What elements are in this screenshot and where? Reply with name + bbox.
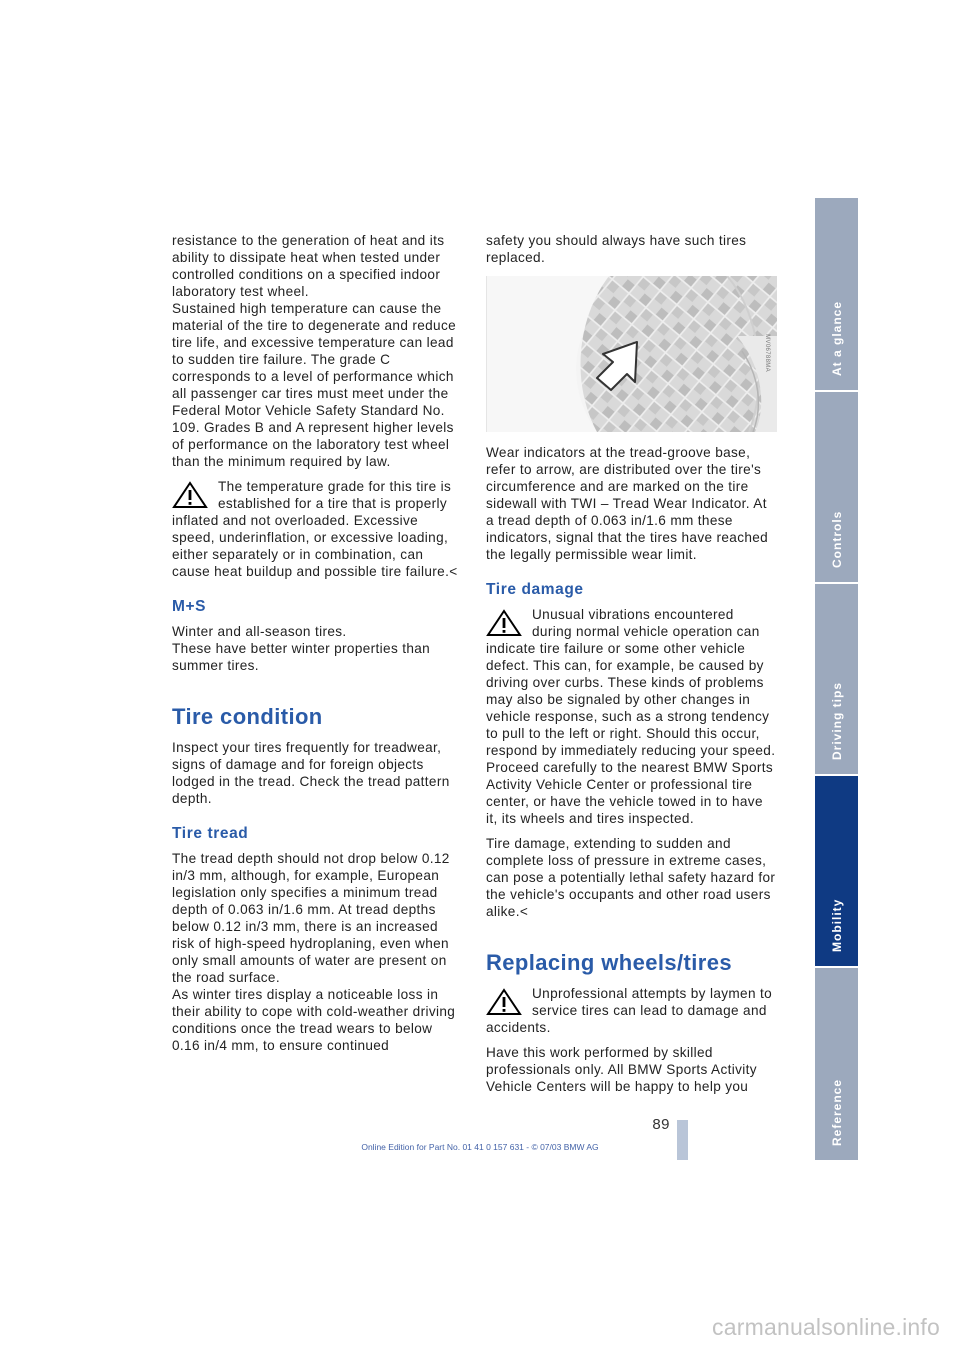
paragraph: Wear indicators at the tread-groove base, refer to arrow, are distributed over the tire's circumference and are marked on the tire sidewall with TWI – Tread Wear Indicator. At a tread depth of 0.063 in/1.6 mm these indicators, signal that the tires have reached the legally permissible wear limit.: [486, 445, 769, 562]
tab-label: Reference: [829, 1078, 844, 1146]
chapter-sidebar: [815, 198, 858, 1160]
paragraph: safety you should always have such tires replaced.: [486, 233, 747, 265]
warning-triangle-icon: [172, 481, 208, 509]
paragraph: Inspect your tires frequently for treadwear, signs of damage and for foreign objects lodged in the tread. Check the tread pattern depth.: [172, 740, 450, 806]
tab-reference[interactable]: [815, 968, 858, 1160]
tab-label: At a glance: [829, 300, 844, 376]
page-number: 89: [652, 1116, 670, 1133]
paragraph: As winter tires display a noticeable loss in their ability to cope with cold-weather driving conditions once the tread wears to below 0.16 in/4 mm, to ensure continued: [172, 987, 456, 1053]
warning-note: [486, 985, 776, 1036]
image-code: MV06788MA: [764, 334, 770, 372]
right-column: [486, 232, 776, 1103]
warning-triangle-icon: [486, 988, 522, 1016]
warning-triangle-icon: [486, 609, 522, 637]
warning-note: [172, 478, 462, 580]
section-heading: Tire damage: [486, 581, 584, 598]
tab-controls[interactable]: [815, 392, 858, 582]
paragraph: These have better winter properties than summer tires.: [172, 641, 431, 673]
paragraph: Sustained high temperature can cause the material of the tire to degenerate and reduce tire life, and excessive temperature can lead to sudden tire failure. The grade C corresponds to a level of performance which all passenger car tires must meet under the Federal Motor Vehicle Safety Standard No. 109. Grades B and A represent higher levels of performance on the laboratory test wheel than the minimum required by law.: [172, 301, 457, 469]
paragraph: resistance to the generation of heat and its ability to dissipate heat when tested under controlled conditions on a specified indoor laboratory test wheel.: [172, 233, 445, 299]
warning-text: The temperature grade for this tire is established for a tire that is properly inflated and not overloaded. Excessive speed, underinflation, or excessive loading, either separately or in combination, can cause heat buildup and possible tire failure.<: [172, 479, 458, 579]
paragraph: Tire damage, extending to sudden and complete loss of pressure in extreme cases, can pose a potentially lethal safety hazard for the vehicle's occupants and other road users alike.<: [486, 836, 776, 919]
warning-text: Unprofessional attempts by laymen to service tires can lead to damage and accidents.: [486, 986, 773, 1035]
tab-driving-tips[interactable]: [815, 584, 858, 774]
watermark: carmanualsonline.info: [712, 1314, 940, 1340]
paragraph: The tread depth should not drop below 0.12 in/3 mm, although, for example, European legislation only specifies a minimum tread depth of 0.063 in/1.6 mm. At tread depths below 0.12 in/3 mm, there is an increased risk of high-speed hydroplaning, even when only small amounts of water are present on the road surface.: [172, 851, 450, 985]
tab-label: Driving tips: [829, 681, 844, 760]
chapter-heading: Tire condition: [172, 704, 323, 729]
footer-text: Online Edition for Part No. 01 41 0 157 631 - © 07/03 BMW AG: [361, 1142, 599, 1152]
page-marker-bar: [677, 1120, 688, 1160]
tab-mobility[interactable]: [815, 776, 858, 966]
tab-label: Controls: [829, 510, 844, 568]
tire-tread-illustration: [487, 276, 777, 432]
section-heading: M+S: [172, 598, 207, 615]
tab-at-a-glance[interactable]: [815, 198, 858, 390]
tire-tread-photo: [486, 276, 777, 432]
warning-note: [486, 606, 776, 827]
chapter-heading: Replacing wheels/tires: [486, 950, 732, 975]
section-heading: Tire tread: [172, 825, 249, 842]
paragraph: Have this work performed by skilled professionals only. All BMW Sports Activity Vehicle Centers will be happy to help you: [486, 1045, 757, 1094]
tab-label: Mobility: [829, 898, 844, 952]
paragraph: Winter and all-season tires.: [172, 624, 347, 639]
warning-text: Unusual vibrations encountered during normal vehicle operation can indicate tire failure or some other vehicle defect. This can, for example, be caused by driving over curbs. These kinds of problems may also be signaled by other changes in vehicle response, such as a strong tendency to pull to the left or right. Should this occur, respond by immediately reducing your speed. Proceed carefully to the nearest BMW Sports Activity Vehicle Center or professional tire center, or have the vehicle towed in to have it, its wheels and tires inspected.: [486, 607, 776, 826]
left-column: [172, 232, 462, 1062]
